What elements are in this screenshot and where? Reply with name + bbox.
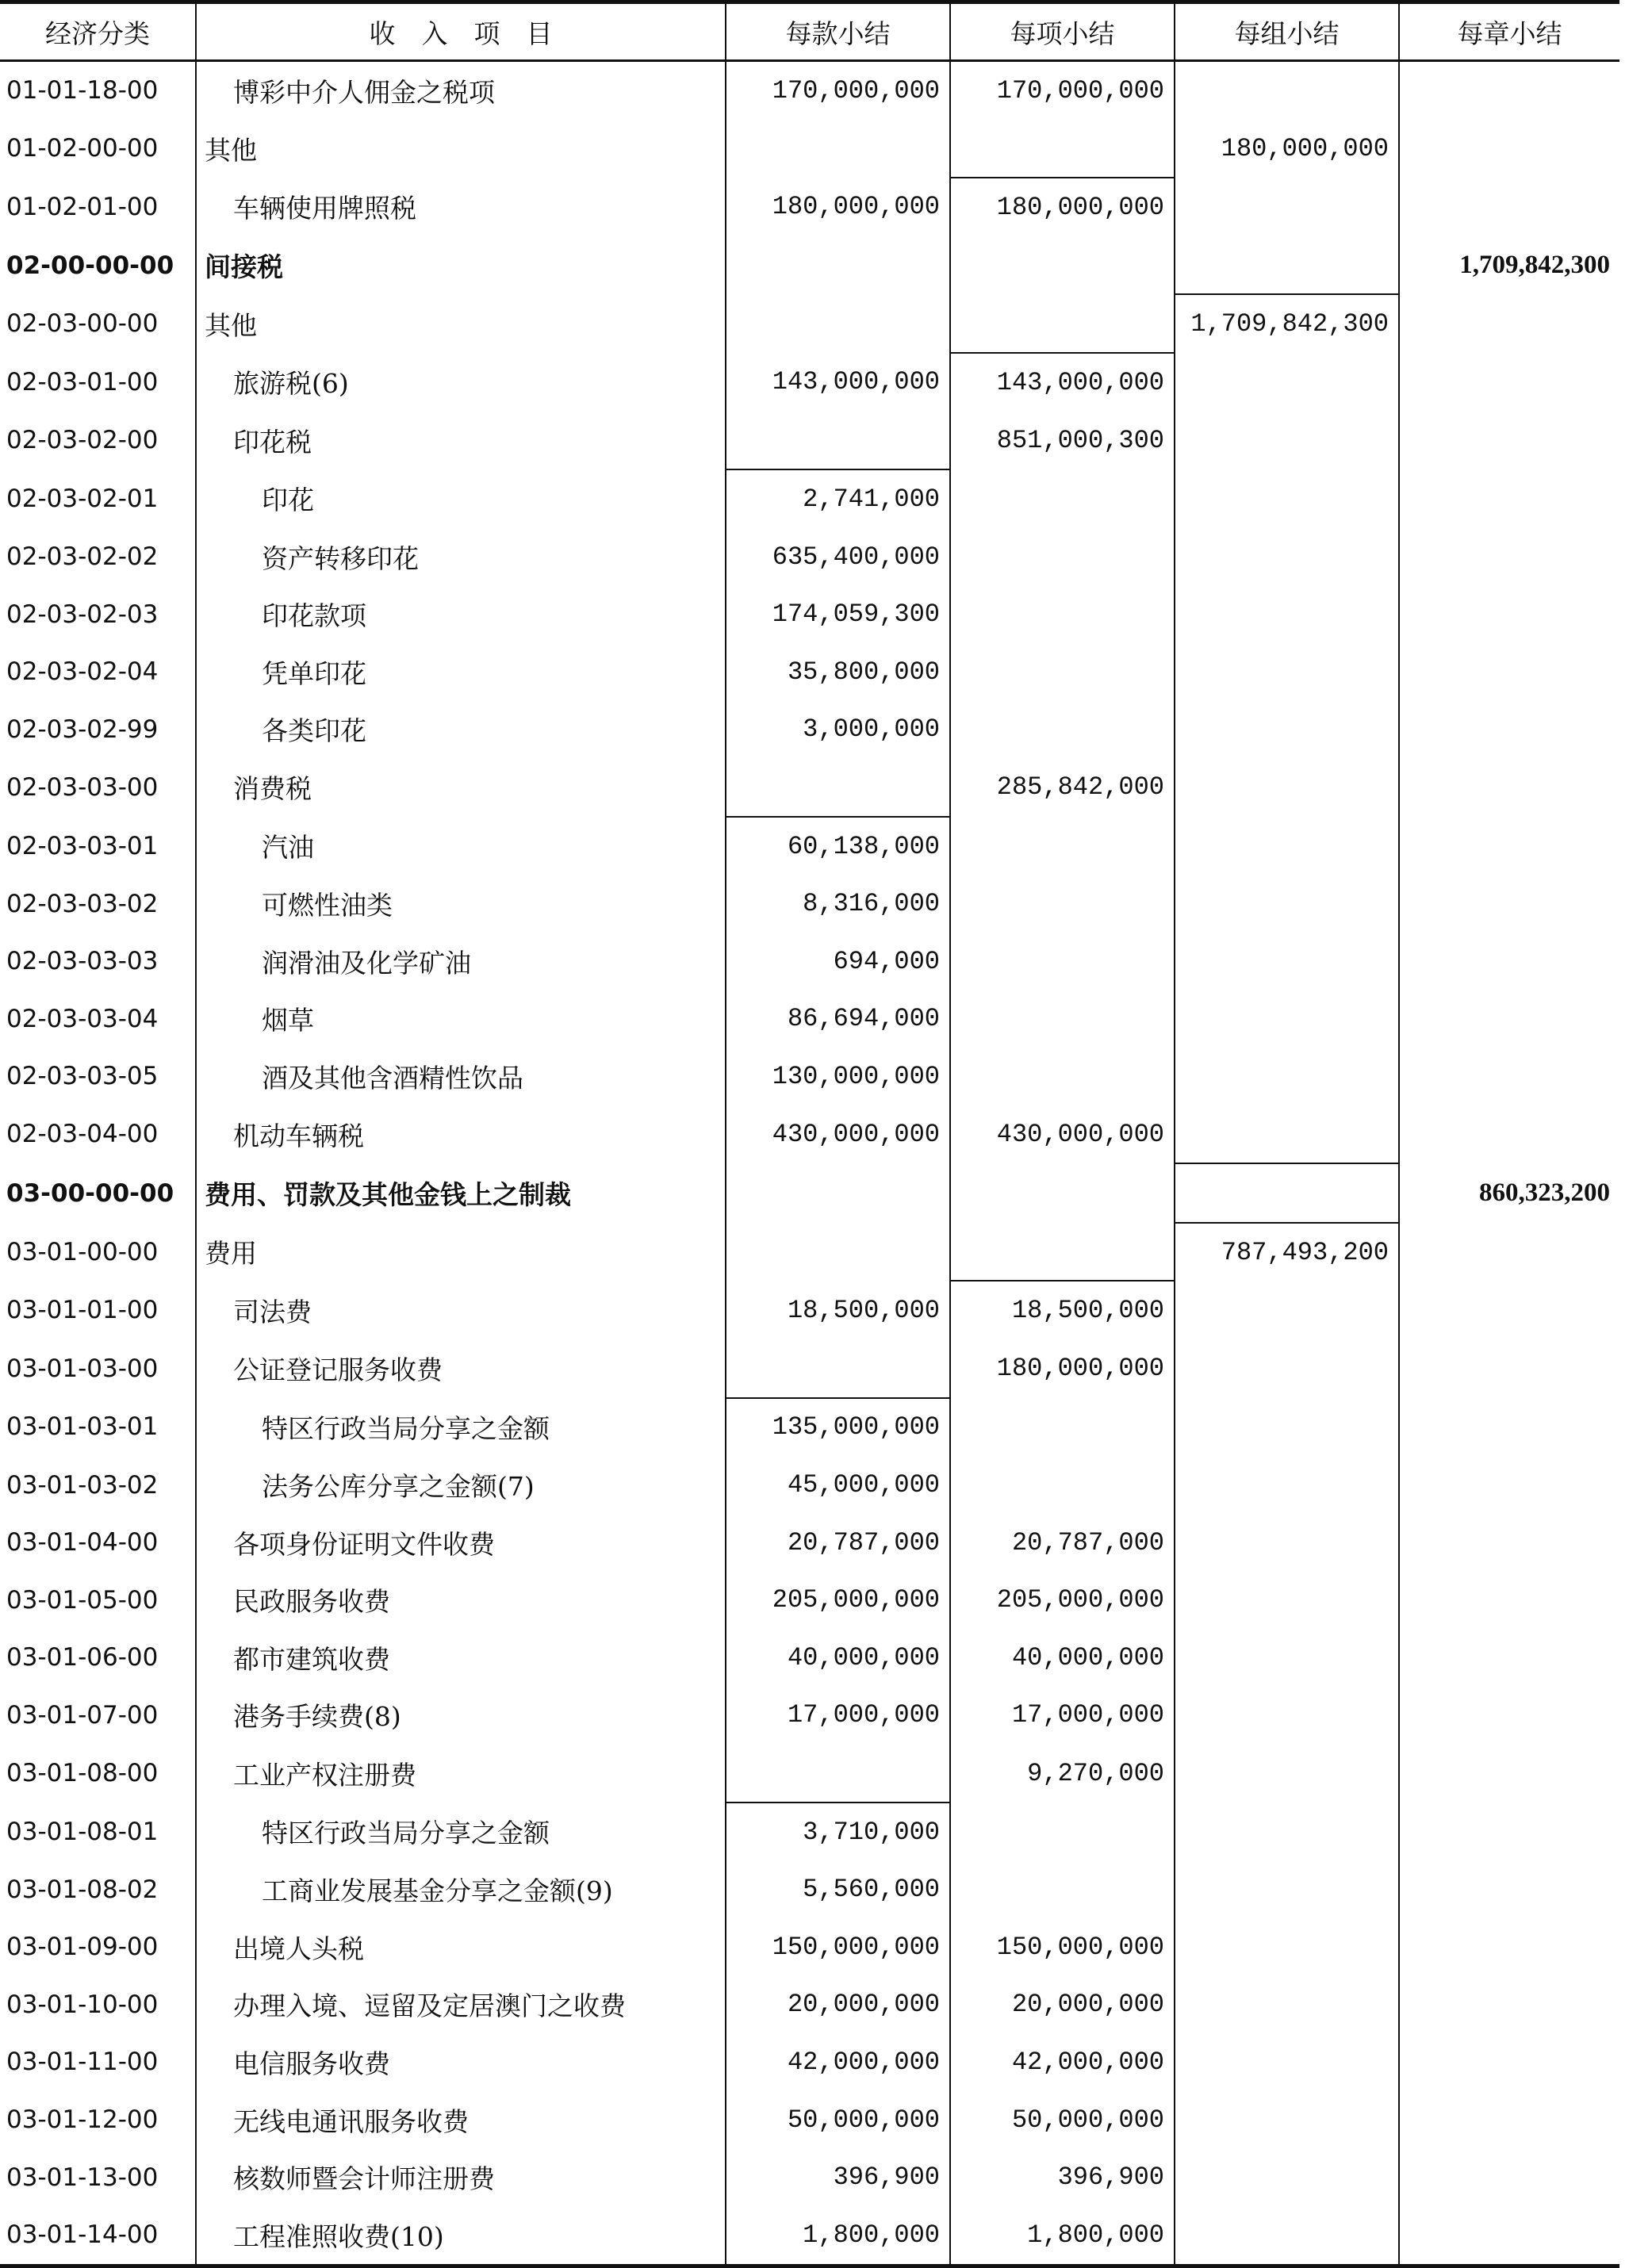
item-subtotal [950, 1456, 1175, 1514]
row-item: 印花税 [196, 412, 726, 470]
row-item: 特区行政当局分享之金额 [196, 1398, 726, 1457]
article-subtotal [726, 758, 950, 817]
row-item: 公证登记服务收费 [196, 1339, 726, 1398]
row-code: 03-01-11-00 [6, 2048, 159, 2077]
row-code: 02-03-01-00 [6, 367, 159, 397]
chapter-subtotal [1399, 353, 1619, 412]
row-code: 02-03-03-04 [6, 1004, 159, 1033]
row-code: 03-01-12-00 [6, 2105, 159, 2135]
article-subtotal [726, 294, 950, 353]
item-subtotal [950, 528, 1175, 586]
row-code: 02-03-03-03 [6, 947, 159, 976]
row-code: 03-01-09-00 [6, 1933, 159, 1962]
item-subtotal: 20,787,000 [950, 1514, 1175, 1572]
chapter-subtotal [1399, 2206, 1619, 2266]
table-row [0, 1223, 1619, 1281]
chapter-subtotal [1399, 1514, 1619, 1572]
group-subtotal [1175, 1105, 1399, 1164]
item-subtotal: 18,500,000 [950, 1281, 1175, 1339]
row-code: 01-02-01-00 [6, 192, 159, 221]
row-item: 费用 [196, 1223, 726, 1281]
item-subtotal: 396,900 [950, 2148, 1175, 2206]
row-item: 各类印花 [196, 701, 726, 759]
chapter-subtotal [1399, 120, 1619, 178]
row-item: 电信服务收费 [196, 2033, 726, 2091]
group-subtotal [1175, 1281, 1399, 1339]
row-code: 02-00-00-00 [6, 251, 174, 280]
row-item: 酒及其他含酒精性饮品 [196, 1048, 726, 1105]
chapter-subtotal [1399, 701, 1619, 759]
row-code: 02-03-02-02 [6, 542, 159, 572]
group-subtotal [1175, 1629, 1399, 1687]
item-subtotal [950, 469, 1175, 528]
group-subtotal: 1,709,842,300 [1175, 294, 1399, 353]
item-subtotal: 180,000,000 [950, 178, 1175, 236]
row-code: 03-00-00-00 [6, 1178, 174, 1208]
row-item: 其他 [196, 120, 726, 178]
item-subtotal: 170,000,000 [950, 61, 1175, 120]
item-subtotal [950, 990, 1175, 1048]
table-row [0, 2091, 1619, 2149]
article-subtotal [726, 412, 950, 470]
item-subtotal [950, 933, 1175, 990]
row-code: 03-01-13-00 [6, 2163, 159, 2192]
group-subtotal [1175, 1339, 1399, 1398]
row-code: 02-03-03-01 [6, 831, 159, 860]
table-row [0, 1105, 1619, 1164]
row-item: 工业产权注册费 [196, 1744, 726, 1803]
row-code: 03-01-03-00 [6, 1354, 159, 1383]
table-row [0, 643, 1619, 701]
table-row [0, 1803, 1619, 1861]
group-subtotal [1175, 2206, 1399, 2266]
chapter-subtotal: 1,709,842,300 [1399, 236, 1619, 295]
header-group-subtotal: 每组小结 [1175, 2, 1399, 61]
table-row [0, 2033, 1619, 2091]
chapter-subtotal [1399, 817, 1619, 875]
row-code: 02-03-03-05 [6, 1062, 159, 1091]
row-item: 消费税 [196, 758, 726, 817]
row-item: 车辆使用牌照税 [196, 178, 726, 236]
chapter-subtotal [1399, 178, 1619, 236]
table-row [0, 236, 1619, 295]
group-subtotal [1175, 817, 1399, 875]
row-item: 法务公库分享之金额(7) [196, 1456, 726, 1514]
row-code: 03-01-08-01 [6, 1817, 159, 1846]
chapter-subtotal [1399, 61, 1619, 120]
table-row [0, 1514, 1619, 1572]
item-subtotal: 1,800,000 [950, 2206, 1175, 2266]
item-subtotal: 9,270,000 [950, 1744, 1175, 1803]
chapter-subtotal [1399, 469, 1619, 528]
group-subtotal [1175, 412, 1399, 470]
table-row [0, 1398, 1619, 1457]
group-subtotal [1175, 701, 1399, 759]
item-subtotal [950, 643, 1175, 701]
chapter-subtotal [1399, 758, 1619, 817]
table-row [0, 412, 1619, 470]
chapter-subtotal [1399, 1398, 1619, 1457]
table-row [0, 1744, 1619, 1803]
row-item: 间接税 [196, 236, 726, 295]
header-article-subtotal: 每款小结 [726, 2, 950, 61]
row-code: 03-01-14-00 [6, 2220, 159, 2250]
item-subtotal [950, 236, 1175, 295]
row-item: 博彩中介人佣金之税项 [196, 61, 726, 120]
row-item: 费用、罚款及其他金钱上之制裁 [196, 1163, 726, 1223]
item-subtotal [950, 701, 1175, 759]
table-row [0, 2148, 1619, 2206]
row-item: 各项身份证明文件收费 [196, 1514, 726, 1572]
article-subtotal: 1,800,000 [726, 2206, 950, 2266]
item-subtotal [950, 1398, 1175, 1457]
table-row [0, 178, 1619, 236]
row-code: 01-01-18-00 [6, 76, 159, 105]
chapter-subtotal [1399, 1687, 1619, 1745]
group-subtotal [1175, 61, 1399, 120]
group-subtotal [1175, 990, 1399, 1048]
row-code: 03-01-08-00 [6, 1759, 159, 1788]
item-subtotal [950, 1860, 1175, 1918]
table-row [0, 353, 1619, 412]
item-subtotal: 20,000,000 [950, 1976, 1175, 2034]
header-economic-classification: 经济分类 [0, 2, 196, 61]
row-item: 办理入境、逗留及定居澳门之收费 [196, 1976, 726, 2034]
chapter-subtotal [1399, 1281, 1619, 1339]
article-subtotal: 180,000,000 [726, 178, 950, 236]
row-code: 03-01-07-00 [6, 1700, 159, 1730]
table-row [0, 1687, 1619, 1745]
chapter-subtotal [1399, 528, 1619, 586]
group-subtotal: 787,493,200 [1175, 1223, 1399, 1281]
row-code: 02-03-00-00 [6, 309, 159, 339]
chapter-subtotal [1399, 1223, 1619, 1281]
row-code: 03-01-00-00 [6, 1237, 159, 1266]
article-subtotal: 45,000,000 [726, 1456, 950, 1514]
header-item-subtotal: 每项小结 [950, 2, 1175, 61]
table-row [0, 61, 1619, 120]
table-row [0, 817, 1619, 875]
item-subtotal [950, 817, 1175, 875]
chapter-subtotal [1399, 1918, 1619, 1976]
chapter-subtotal [1399, 1048, 1619, 1105]
item-subtotal [950, 1048, 1175, 1105]
item-subtotal: 285,842,000 [950, 758, 1175, 817]
item-subtotal: 851,000,300 [950, 412, 1175, 470]
row-code: 02-03-02-00 [6, 426, 159, 455]
article-subtotal: 20,787,000 [726, 1514, 950, 1572]
chapter-subtotal: 860,323,200 [1399, 1163, 1619, 1223]
article-subtotal: 8,316,000 [726, 875, 950, 933]
header-chapter-subtotal: 每章小结 [1399, 2, 1619, 61]
table-row [0, 701, 1619, 759]
article-subtotal: 430,000,000 [726, 1105, 950, 1164]
group-subtotal [1175, 1571, 1399, 1629]
table-row [0, 990, 1619, 1048]
chapter-subtotal [1399, 1456, 1619, 1514]
table-row [0, 294, 1619, 353]
chapter-subtotal [1399, 585, 1619, 643]
group-subtotal [1175, 178, 1399, 236]
row-item: 司法费 [196, 1281, 726, 1339]
row-code: 03-01-06-00 [6, 1643, 159, 1672]
row-item: 工程准照收费(10) [196, 2206, 726, 2266]
row-item: 旅游税(6) [196, 353, 726, 412]
chapter-subtotal [1399, 1339, 1619, 1398]
group-subtotal [1175, 1918, 1399, 1976]
article-subtotal: 150,000,000 [726, 1918, 950, 1976]
item-subtotal [950, 1223, 1175, 1281]
group-subtotal [1175, 353, 1399, 412]
chapter-subtotal [1399, 990, 1619, 1048]
item-subtotal: 150,000,000 [950, 1918, 1175, 1976]
article-subtotal [726, 1339, 950, 1398]
chapter-subtotal [1399, 2091, 1619, 2149]
row-code: 02-03-03-02 [6, 889, 159, 918]
article-subtotal [726, 1744, 950, 1803]
group-subtotal [1175, 1398, 1399, 1457]
row-item: 特区行政当局分享之金额 [196, 1803, 726, 1861]
row-code: 03-01-04-00 [6, 1528, 159, 1557]
article-subtotal: 17,000,000 [726, 1687, 950, 1745]
item-subtotal: 180,000,000 [950, 1339, 1175, 1398]
row-code: 02-03-03-00 [6, 772, 159, 802]
group-subtotal [1175, 469, 1399, 528]
article-subtotal: 18,500,000 [726, 1281, 950, 1339]
table-row [0, 1571, 1619, 1629]
row-code: 03-01-01-00 [6, 1296, 159, 1325]
row-item: 出境人头税 [196, 1918, 726, 1976]
group-subtotal [1175, 758, 1399, 817]
group-subtotal [1175, 875, 1399, 933]
group-subtotal [1175, 2148, 1399, 2206]
table-row [0, 758, 1619, 817]
article-subtotal [726, 236, 950, 295]
chapter-subtotal [1399, 2033, 1619, 2091]
row-code: 02-03-02-99 [6, 714, 159, 744]
row-item: 机动车辆税 [196, 1105, 726, 1164]
group-subtotal [1175, 236, 1399, 295]
group-subtotal [1175, 1163, 1399, 1223]
row-item: 可燃性油类 [196, 875, 726, 933]
row-code: 02-03-04-00 [6, 1120, 159, 1149]
item-subtotal: 40,000,000 [950, 1629, 1175, 1687]
group-subtotal [1175, 1514, 1399, 1572]
table-row [0, 1339, 1619, 1398]
group-subtotal [1175, 528, 1399, 586]
group-subtotal [1175, 933, 1399, 990]
group-subtotal [1175, 1456, 1399, 1514]
chapter-subtotal [1399, 875, 1619, 933]
item-subtotal: 42,000,000 [950, 2033, 1175, 2091]
row-code: 03-01-03-01 [6, 1412, 159, 1442]
row-item: 印花 [196, 469, 726, 528]
row-item: 资产转移印花 [196, 528, 726, 586]
group-subtotal [1175, 2091, 1399, 2149]
table-row [0, 933, 1619, 990]
table-row [0, 2206, 1619, 2266]
row-item: 润滑油及化学矿油 [196, 933, 726, 990]
table-row [0, 1629, 1619, 1687]
table-row [0, 1048, 1619, 1105]
item-subtotal: 430,000,000 [950, 1105, 1175, 1164]
article-subtotal: 60,138,000 [726, 817, 950, 875]
row-item: 汽油 [196, 817, 726, 875]
article-subtotal: 3,000,000 [726, 701, 950, 759]
table-row [0, 528, 1619, 586]
row-code: 03-01-10-00 [6, 1990, 159, 2019]
header-revenue-item: 收 入 项 目 [196, 2, 726, 61]
table-row [0, 469, 1619, 528]
item-subtotal [950, 1163, 1175, 1223]
article-subtotal: 35,800,000 [726, 643, 950, 701]
group-subtotal [1175, 1860, 1399, 1918]
group-subtotal: 180,000,000 [1175, 120, 1399, 178]
group-subtotal [1175, 1048, 1399, 1105]
item-subtotal [950, 294, 1175, 353]
article-subtotal [726, 1223, 950, 1281]
row-item: 无线电通讯服务收费 [196, 2091, 726, 2149]
article-subtotal: 3,710,000 [726, 1803, 950, 1861]
table-row [0, 120, 1619, 178]
article-subtotal: 135,000,000 [726, 1398, 950, 1457]
group-subtotal [1175, 643, 1399, 701]
group-subtotal [1175, 2033, 1399, 2091]
article-subtotal [726, 1163, 950, 1223]
article-subtotal: 20,000,000 [726, 1976, 950, 2034]
item-subtotal [950, 120, 1175, 178]
chapter-subtotal [1399, 1803, 1619, 1861]
article-subtotal: 170,000,000 [726, 61, 950, 120]
article-subtotal: 2,741,000 [726, 469, 950, 528]
row-code: 02-03-02-03 [6, 600, 159, 629]
row-code: 02-03-02-04 [6, 657, 159, 687]
row-item: 烟草 [196, 990, 726, 1048]
chapter-subtotal [1399, 933, 1619, 990]
group-subtotal [1175, 1976, 1399, 2034]
row-code: 02-03-02-01 [6, 484, 159, 513]
item-subtotal [950, 585, 1175, 643]
table-row [0, 1281, 1619, 1339]
group-subtotal [1175, 1803, 1399, 1861]
table-row [0, 585, 1619, 643]
chapter-subtotal [1399, 643, 1619, 701]
item-subtotal: 50,000,000 [950, 2091, 1175, 2149]
article-subtotal: 694,000 [726, 933, 950, 990]
table-body [0, 61, 1619, 2266]
item-subtotal: 143,000,000 [950, 353, 1175, 412]
row-code: 01-02-00-00 [6, 134, 159, 163]
article-subtotal: 5,560,000 [726, 1860, 950, 1918]
article-subtotal: 130,000,000 [726, 1048, 950, 1105]
article-subtotal: 143,000,000 [726, 353, 950, 412]
chapter-subtotal [1399, 1105, 1619, 1164]
group-subtotal [1175, 585, 1399, 643]
row-item: 民政服务收费 [196, 1571, 726, 1629]
article-subtotal: 42,000,000 [726, 2033, 950, 2091]
chapter-subtotal [1399, 1629, 1619, 1687]
row-item: 其他 [196, 294, 726, 353]
article-subtotal: 635,400,000 [726, 528, 950, 586]
chapter-subtotal [1399, 1571, 1619, 1629]
table-row [0, 1456, 1619, 1514]
table-row [0, 1976, 1619, 2034]
article-subtotal: 174,059,300 [726, 585, 950, 643]
row-code: 03-01-08-02 [6, 1875, 159, 1904]
item-subtotal [950, 1803, 1175, 1861]
article-subtotal [726, 120, 950, 178]
header-row [0, 2, 1619, 61]
article-subtotal: 396,900 [726, 2148, 950, 2206]
row-item: 都市建筑收费 [196, 1629, 726, 1687]
item-subtotal: 205,000,000 [950, 1571, 1175, 1629]
chapter-subtotal [1399, 1976, 1619, 2034]
row-code: 03-01-03-02 [6, 1470, 159, 1500]
row-item: 印花款项 [196, 585, 726, 643]
table-row [0, 1918, 1619, 1976]
chapter-subtotal [1399, 1860, 1619, 1918]
article-subtotal: 40,000,000 [726, 1629, 950, 1687]
item-subtotal [950, 875, 1175, 933]
group-subtotal [1175, 1744, 1399, 1803]
row-item: 港务手续费(8) [196, 1687, 726, 1745]
article-subtotal: 205,000,000 [726, 1571, 950, 1629]
table-row [0, 875, 1619, 933]
chapter-subtotal [1399, 1744, 1619, 1803]
chapter-subtotal [1399, 412, 1619, 470]
article-subtotal: 86,694,000 [726, 990, 950, 1048]
chapter-subtotal [1399, 294, 1619, 353]
item-subtotal: 17,000,000 [950, 1687, 1175, 1745]
chapter-subtotal [1399, 2148, 1619, 2206]
table-row [0, 1163, 1619, 1223]
table-row [0, 1860, 1619, 1918]
article-subtotal: 50,000,000 [726, 2091, 950, 2149]
row-item: 核数师暨会计师注册费 [196, 2148, 726, 2206]
row-code: 03-01-05-00 [6, 1585, 159, 1615]
row-item: 工商业发展基金分享之金额(9) [196, 1860, 726, 1918]
group-subtotal [1175, 1687, 1399, 1745]
row-item: 凭单印花 [196, 643, 726, 701]
